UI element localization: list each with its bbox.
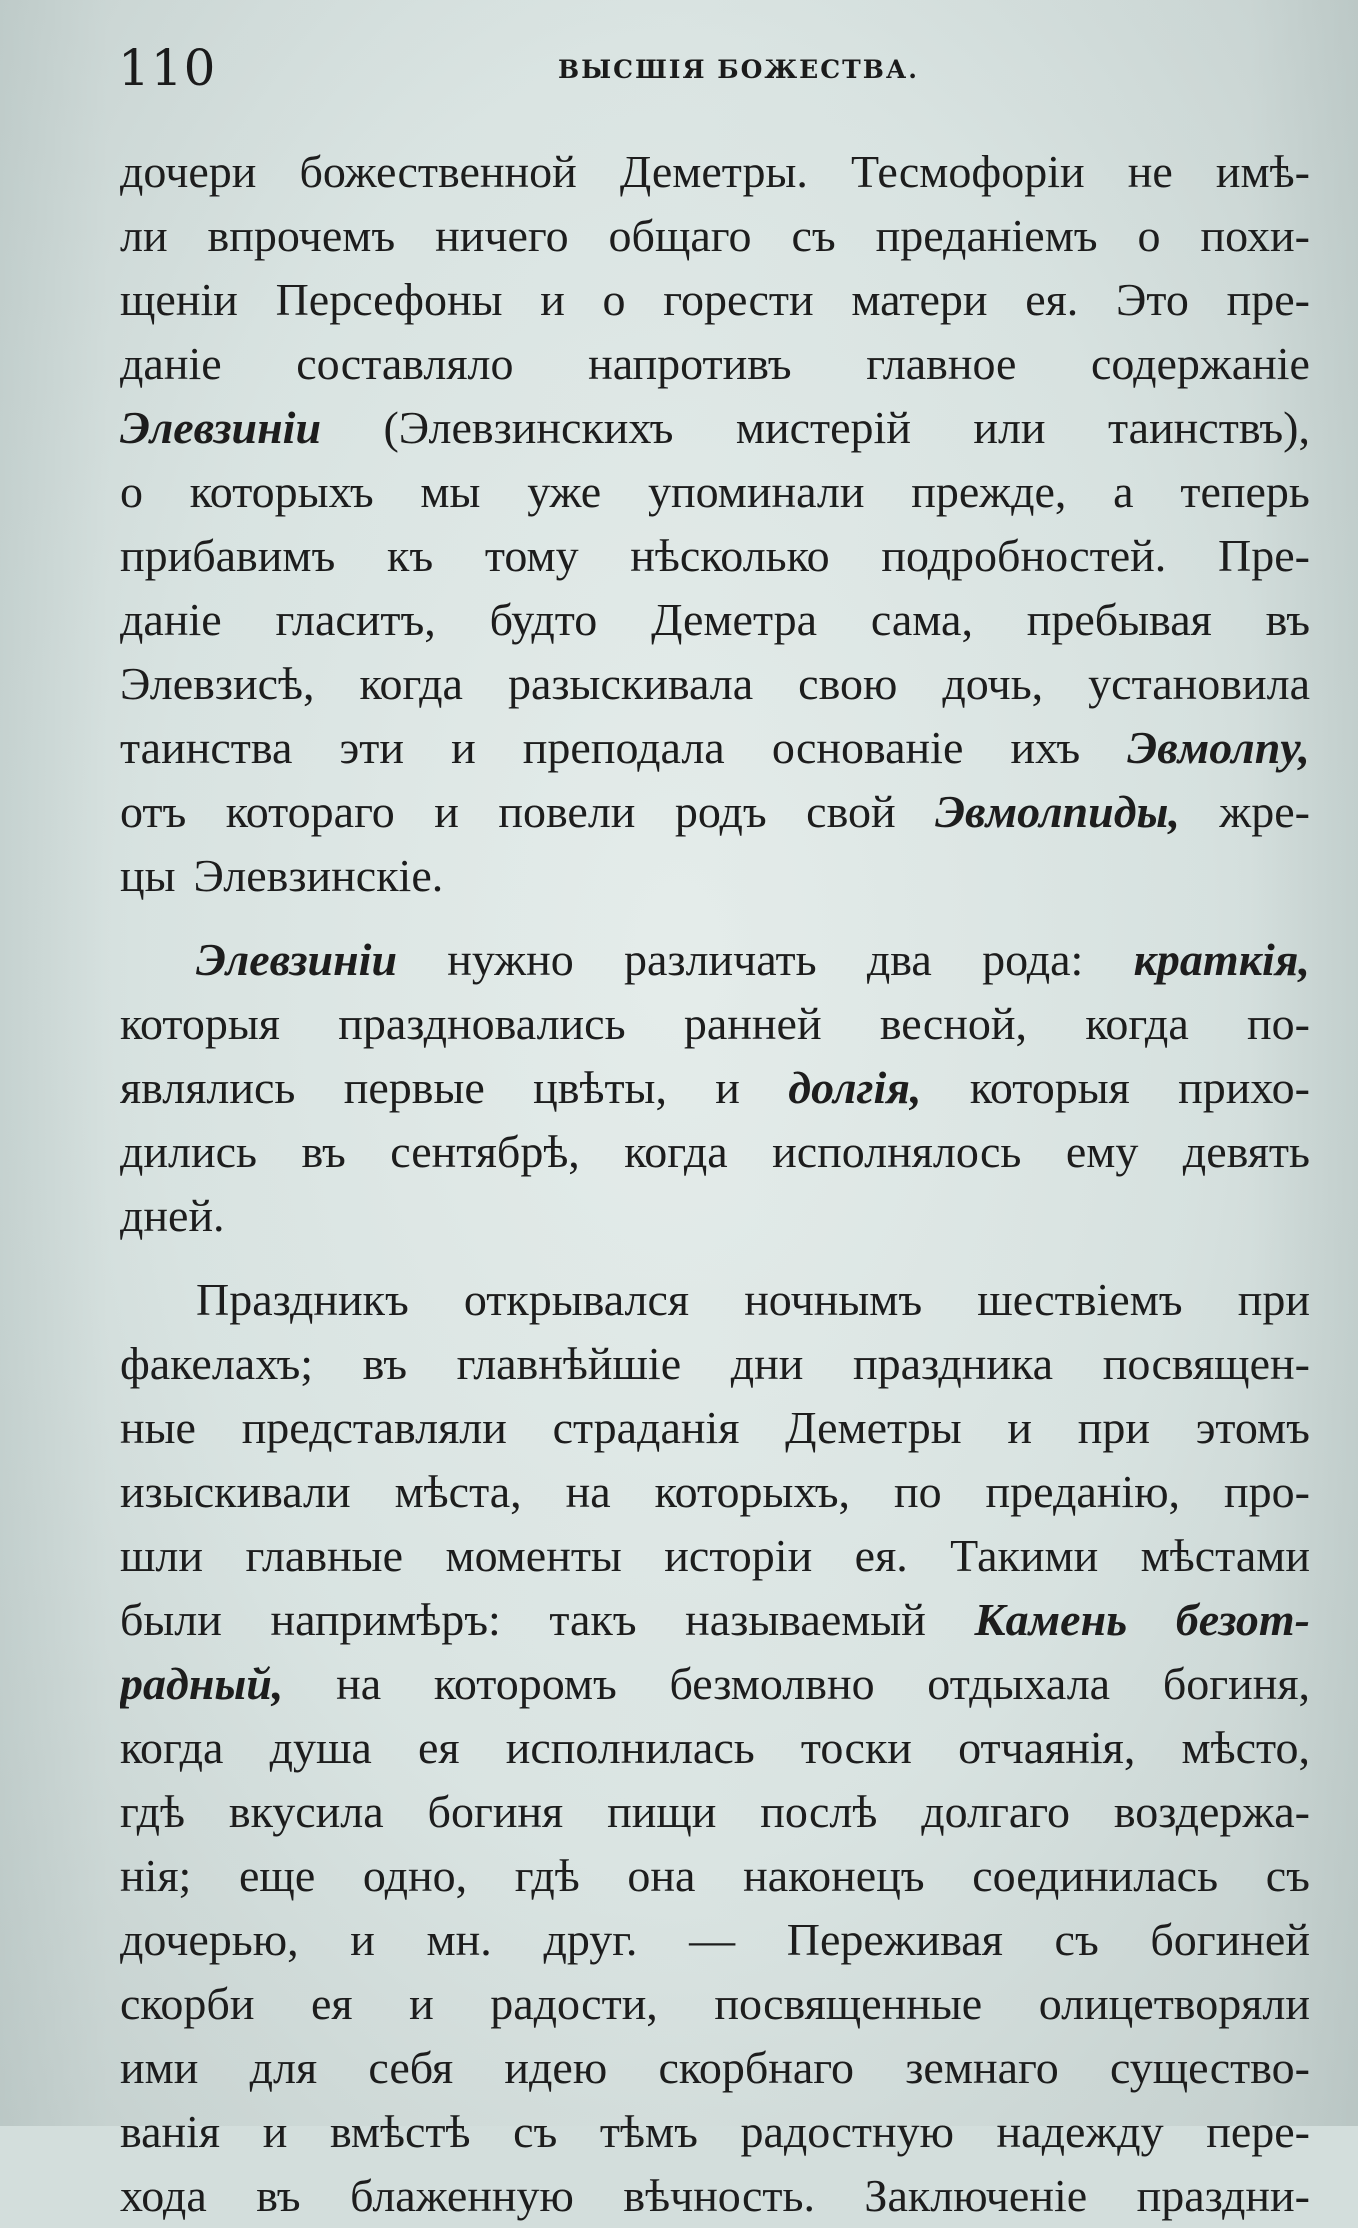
word: матери [851,274,988,325]
word: нія; [120,1850,192,1901]
word: цы [120,850,176,901]
word: напримѣръ: [270,1594,501,1645]
word: долгаго [921,1786,1071,1837]
text-line [120,1056,1310,1120]
word: рода: [982,934,1084,985]
word: съ [1054,1914,1099,1965]
word: отчаянія, [958,1722,1136,1773]
italic-word: Камень [974,1594,1128,1645]
word: отдыхала [927,1658,1111,1709]
word: пищи [607,1786,717,1837]
italic-word: безот- [1175,1594,1310,1645]
text-line [120,1184,1310,1248]
word: страданія [552,1402,740,1453]
word: ничего [435,210,569,261]
word: по- [1247,998,1310,1049]
word: блаженную [350,2170,574,2221]
word: тоски [800,1722,912,1773]
word: мѣстами [1140,1530,1310,1581]
word: гласитъ, [275,594,436,645]
word: похи- [1200,210,1310,261]
word: мы [420,466,481,517]
word: упоминали [647,466,865,517]
word: гдѣ [514,1850,580,1901]
text-line [120,460,1310,524]
word: ея. [854,1530,908,1581]
word: прибавимъ [120,530,336,581]
word: она [627,1850,696,1901]
word: ванія [120,2106,221,2157]
text-line [120,2036,1310,2100]
word: при [1237,1274,1310,1325]
word: божественной [299,146,577,197]
word: богиня, [1162,1658,1310,1709]
word: сама, [870,594,973,645]
word: свою [798,658,898,709]
word: первые [343,1062,485,1113]
word: свой [806,786,896,837]
word: изыскивали [120,1466,351,1517]
word: которыхъ [189,466,374,517]
word: праздновались [338,998,626,1049]
word: Элевзисѣ, [120,658,315,709]
word: праздника [853,1338,1054,1389]
word: Такими [950,1530,1099,1581]
word: скорбнаго [658,2042,855,2093]
text-line [120,1524,1310,1588]
word: когда [1085,998,1189,1049]
word: и [409,1978,434,2029]
text-line [120,1588,1310,1652]
word: впрочемъ [207,210,396,261]
word: нужно [447,934,574,985]
text-line [120,1716,1310,1780]
text-line [120,1780,1310,1844]
text-line [120,1460,1310,1524]
word: друг. [543,1914,638,1965]
word: еще [239,1850,316,1901]
word: дней. [120,1190,225,1241]
word: гдѣ [120,1786,185,1837]
word: о [120,466,143,517]
word: съ [1265,1850,1310,1901]
word: жре- [1219,786,1310,837]
paragraph [120,140,1310,908]
word: Деметры. [619,146,808,197]
word: этомъ [1195,1402,1310,1453]
word: Это [1116,274,1189,325]
text-line [120,928,1310,992]
word: про- [1224,1466,1310,1517]
word: о [602,274,626,325]
word: Деметры [785,1402,962,1453]
word: посвященные [714,1978,983,2029]
word: прежде, [911,466,1067,517]
word: Праздникъ [196,1274,409,1325]
word: исторіи [664,1530,813,1581]
word: вкусила [228,1786,384,1837]
word: и [350,1914,375,1965]
word: Заключеніе [864,2170,1088,2221]
text-line [120,844,1310,908]
word: дочь, [942,658,1044,709]
word: посвящен- [1102,1338,1310,1389]
word: и [451,722,476,773]
word: безмолвно [669,1658,875,1709]
word: и [262,2106,288,2157]
word: даніе [120,338,222,389]
word: горести [663,274,814,325]
word: исполнялось [772,1126,1022,1177]
word: дились [120,1126,257,1177]
word: душа [269,1722,372,1773]
word: ея [417,1722,460,1773]
word: были [120,1594,222,1645]
text-line [120,1652,1310,1716]
word: съ [791,210,836,261]
word: эти [339,722,404,773]
word: преданію, [985,1466,1181,1517]
word: ные [120,1402,196,1453]
word: пре- [1226,274,1310,325]
word: являлись [120,1062,296,1113]
text-line [120,268,1310,332]
word: называемый [685,1594,926,1645]
word: а [1113,466,1134,517]
word: общаго [608,210,752,261]
text-line [120,992,1310,1056]
word: мѣста, [394,1466,522,1517]
word: различать [623,934,817,985]
word: нѣсколько [630,530,830,581]
word: мѣсто, [1181,1722,1310,1773]
text-line [120,716,1310,780]
word: одно, [362,1850,468,1901]
word: себя [368,2042,454,2093]
word: два [866,934,932,985]
word: Тесмофоріи [850,146,1085,197]
italic-word: Элевзиніи [196,934,398,985]
word: отъ [120,786,187,837]
word: въ [1265,594,1310,645]
italic-word: радный, [120,1658,284,1709]
word: котораго [225,786,395,837]
italic-word: Эвмолпиды, [935,786,1180,837]
word: хода [120,2170,207,2221]
text-line [120,2100,1310,2164]
word: уже [527,466,602,517]
word: даніе [120,594,222,645]
text-line [120,1908,1310,1972]
word: главное [866,338,1017,389]
word: подробностей. [881,530,1167,581]
word: вѣчность. [623,2170,815,2221]
word: послѣ [760,1786,878,1837]
word: щеніи [120,274,238,325]
paragraph [120,928,1310,1248]
word: ими [120,2042,199,2093]
word: тому [484,530,579,581]
word: соединилась [972,1850,1219,1901]
word: когда [359,658,463,709]
word: вмѣстѣ [329,2106,471,2157]
text-line [120,524,1310,588]
text-line [120,780,1310,844]
italic-word: Эвмолпу, [1127,722,1310,773]
word: въ [256,2170,301,2221]
word: существо- [1109,2042,1310,2093]
word: дни [730,1338,804,1389]
word: пере- [1206,2106,1310,2157]
word: праздни- [1136,2170,1310,2221]
word: напротивъ [588,338,792,389]
word: земнаго [905,2042,1059,2093]
word: шествіемъ [977,1274,1183,1325]
word: и [1007,1402,1032,1453]
text-line [120,396,1310,460]
word: шли [120,1530,203,1581]
italic-word: долгія, [788,1062,922,1113]
page-header [118,38,1308,98]
text-line [120,2164,1310,2228]
word: преданіемъ [875,210,1098,261]
text-line [120,332,1310,396]
word: содержаніе [1091,338,1310,389]
page-number: 110 [118,39,217,97]
word: и [715,1062,740,1113]
word: девять [1182,1126,1310,1177]
word: установила [1088,658,1310,709]
word: не [1127,146,1173,197]
word: идею [504,2042,608,2093]
word: или [973,402,1046,453]
word: которомъ [433,1658,617,1709]
word: такъ [549,1594,637,1645]
word: повели [498,786,636,837]
word: составляло [296,338,514,389]
word: и [434,786,459,837]
word: о [1137,210,1161,261]
word: открывался [463,1274,690,1325]
word: которыя [969,1062,1130,1113]
word: ихъ [1010,722,1081,773]
word: Деметра [651,594,818,645]
text-line [120,140,1310,204]
word: надежду [996,2106,1164,2157]
paragraph-gap [120,908,1310,928]
word: главнѣйшіе [456,1338,682,1389]
word: олицетворяли [1038,1978,1310,2029]
word: будто [489,594,598,645]
text-line [120,204,1310,268]
word: когда [120,1722,224,1773]
paragraph [120,1268,1310,2228]
word: по [893,1466,942,1517]
word: исполнилась [505,1722,755,1773]
paragraph-gap [120,1248,1310,1268]
word: дочери [120,146,257,197]
word: весной, [879,998,1028,1049]
word: Персефоны [275,274,503,325]
word: въ [301,1126,346,1177]
word: мистерій [735,402,911,453]
word: воздержа- [1113,1786,1310,1837]
text-line [120,652,1310,716]
word: пребывая [1026,594,1212,645]
word: ночнымъ [744,1274,923,1325]
body-text [120,140,1310,2228]
word: на [565,1466,611,1517]
word: прихо- [1178,1062,1310,1113]
italic-word: Элевзиніи [120,402,322,453]
text-line [120,1972,1310,2036]
word: таинствъ), [1107,402,1310,453]
word: ранней [683,998,822,1049]
word: главные [245,1530,404,1581]
word: богиней [1150,1914,1310,1965]
word: когда [624,1126,728,1177]
word: Переживая [786,1914,1003,1965]
word: дочерью, [120,1914,299,1965]
word: богиня [427,1786,564,1837]
word: ея. [1025,274,1079,325]
word: основаніе [771,722,964,773]
word: теперь [1180,466,1310,517]
word: таинства [120,722,293,773]
word: преподала [522,722,725,773]
word: въ [362,1338,408,1389]
word: мн. [426,1914,492,1965]
text-line [120,1844,1310,1908]
text-line [120,1332,1310,1396]
word: тѣмъ [599,2106,698,2157]
word: моменты [445,1530,622,1581]
word: и [540,274,565,325]
word: разыскивала [507,658,754,709]
word: для [249,2042,318,2093]
word: родъ [674,786,767,837]
word: цвѣты, [533,1062,667,1113]
word: наконецъ [743,1850,925,1901]
word: скорби [120,1978,255,2029]
word: къ [387,530,434,581]
word: которыхъ, [654,1466,850,1517]
word: радостную [740,2106,954,2157]
word: — [689,1914,736,1965]
word: при [1077,1402,1150,1453]
word: Пре- [1217,530,1310,581]
text-line [120,1268,1310,1332]
word: съ [513,2106,558,2157]
word: (Элевзинскихъ [383,402,674,453]
text-line [120,1120,1310,1184]
text-line [120,1396,1310,1460]
word: радости, [490,1978,658,2029]
italic-word: краткія, [1133,934,1310,985]
word: ея [310,1978,353,2029]
text-line [120,588,1310,652]
word: Элевзинскіе. [193,850,444,901]
word: ему [1065,1126,1139,1177]
word: представляли [241,1402,507,1453]
word: факелахъ; [120,1338,314,1389]
word: сентябрѣ, [390,1126,580,1177]
word: имѣ- [1215,146,1310,197]
word: ли [120,210,168,261]
running-head: ВЫСШІЯ БОЖЕСТВА. [558,55,919,84]
word: на [336,1658,382,1709]
word: которыя [120,998,280,1049]
